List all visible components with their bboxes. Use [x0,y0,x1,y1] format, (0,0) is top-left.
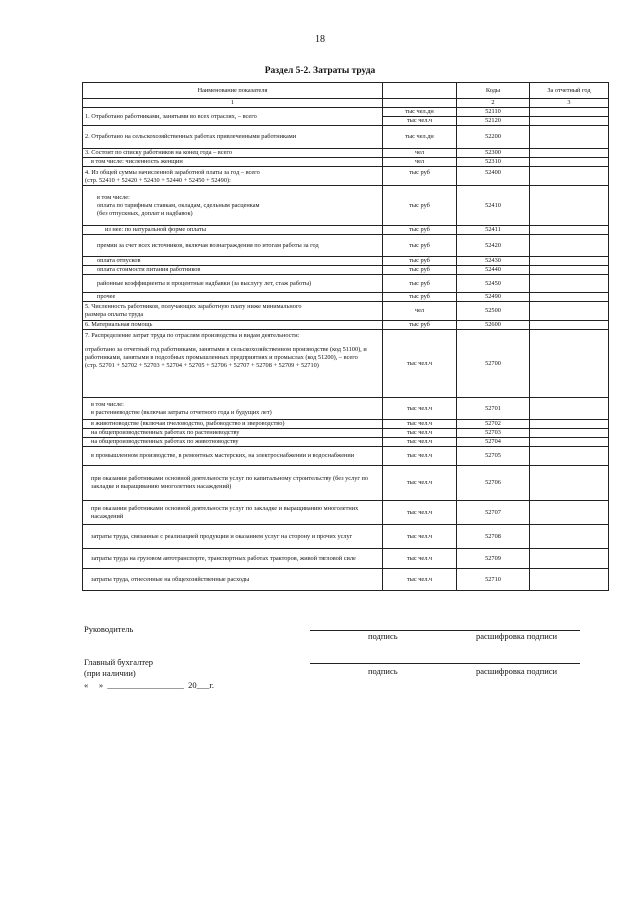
row-code: 52600 [457,321,530,330]
row-name: затраты труда, связанные с реализацией продукции и оказанием услуг на сторону и прочих услуг [83,525,383,549]
row-value-cell[interactable] [530,167,609,186]
table-row [83,466,609,501]
row-code: 52200 [457,126,530,149]
table-row [83,447,609,466]
labor-costs-table [82,82,609,591]
row-unit: тыс чел.ч [383,117,457,126]
row-unit: тыс чел.дн [383,108,457,117]
row-unit: тыс руб [383,293,457,302]
row-name-line: (без отпускных, доплат и надбавок) [97,209,193,217]
table-row [83,569,609,591]
row-value-cell[interactable] [530,302,609,321]
date-line[interactable]: « » __________________ 20___г. [84,680,215,690]
row-name: 3. Состоит по списку работников на конец года – всего [83,149,383,158]
row-unit: чел [383,302,457,321]
row-unit: тыс руб [383,257,457,266]
row-unit: тыс чел.ч [383,569,457,591]
row-name: районные коэффициенты и процентные надбавки (за выслугу лет, стаж работы) [83,275,383,293]
head-signature-caption: подпись [368,631,398,641]
row-name [83,398,383,420]
row-value-cell[interactable] [530,266,609,275]
row-unit: тыс чел.ч [383,466,457,501]
table-row [83,525,609,549]
accountant-decoding-caption: расшифровка подписи [476,666,558,676]
row-value-cell[interactable] [530,466,609,501]
row-name-line: (стр. 52701 + 52702 + 52703 + 52704 + 52705 + 52706 + 52707 + 52708 + 52709 + 52710) [85,362,319,369]
row-unit: тыс руб [383,321,457,330]
row-name: 2. Отработано на сельскохозяйственных работах привлеченными работниками [83,126,383,149]
table-row [83,420,609,429]
table-row [83,293,609,302]
row-code: 52310 [457,158,530,167]
row-name-line: оплата по тарифным ставкам, окладам, сдельным расценкам [97,201,260,209]
row-name-line: в растениеводстве (включая затраты отчетного года и будущих лет) [91,408,272,416]
row-code: 52704 [457,438,530,447]
row-unit: тыс чел.ч [383,330,457,398]
page-number: 18 [315,34,325,45]
section-title: Раздел 5-2. Затраты труда [264,66,376,76]
table-row [83,167,609,186]
row-name-line: 4. Из общей суммы начисленной заработной платы за год – всего [85,169,260,176]
row-name: в промышленном производстве, в ремонтных мастерских, на электроснабжении и водоснабжении [83,447,383,466]
col-number-code: 2 [457,99,530,108]
row-name: премии за счет всех источников, включая вознаграждения по итогам работы за год [83,235,383,257]
row-unit: тыс чел.ч [383,549,457,569]
row-unit: тыс руб [383,235,457,257]
table-row [83,330,609,398]
row-unit: тыс руб [383,266,457,275]
row-name-line: размера оплаты труда [85,311,144,318]
row-code: 52490 [457,293,530,302]
row-code: 52430 [457,257,530,266]
row-code: 52710 [457,569,530,591]
row-name: оплата отпусков [83,257,383,266]
row-value-cell[interactable] [530,293,609,302]
header-code: Коды [457,83,530,99]
row-unit: тыс чел.ч [383,420,457,429]
table-header-row [83,83,609,99]
accountant-note: (при наличии) [84,668,136,678]
row-name: оплата стоимости питания работников [83,266,383,275]
row-value-cell[interactable] [530,126,609,149]
row-unit: чел [383,158,457,167]
row-value-cell[interactable] [530,149,609,158]
row-value-cell[interactable] [530,186,609,226]
header-year: За отчетный год [530,83,609,99]
row-unit: тыс чел.ч [383,398,457,420]
row-value-cell[interactable] [530,549,609,569]
table-row [83,108,609,117]
row-name [83,167,383,186]
row-name: затраты труда, отнесенные на общехозяйственные расходы [83,569,383,591]
table-row [83,158,609,167]
table-row [83,438,609,447]
row-unit: тыс чел.ч [383,438,457,447]
row-name [83,186,383,226]
row-name-line: отработано за отчетный год работниками, занятыми в сельскохозяйственном производстве (код 51100), и работниками, занятыми в подсобных промышленных предприятиях и промыслах (код 51200), – всего [85,346,367,361]
row-value-cell[interactable] [530,569,609,591]
row-code: 52120 [457,117,530,126]
table-row [83,126,609,149]
row-value-cell[interactable] [530,429,609,438]
row-value-cell[interactable] [530,158,609,167]
row-code: 52709 [457,549,530,569]
row-unit: тыс руб [383,167,457,186]
row-name [83,330,383,398]
row-code: 52702 [457,420,530,429]
table-row [83,226,609,235]
row-name-line: 7. Распределение затрат труда по отраслям производства и видам деятельности: [85,332,300,339]
head-decoding-caption: расшифровка подписи [476,631,558,641]
row-value-cell[interactable] [530,330,609,398]
row-code: 52420 [457,235,530,257]
table-row [83,275,609,293]
row-name: в животноводстве (включая пчеловодство, рыбоводство и звероводство) [83,420,383,429]
row-value-cell[interactable] [530,257,609,266]
row-code: 52500 [457,302,530,321]
row-code: 52410 [457,186,530,226]
row-value-cell[interactable] [530,275,609,293]
row-value-cell[interactable] [530,117,609,126]
accountant-signature-line[interactable] [310,663,580,664]
accountant-signature-caption: подпись [368,666,398,676]
row-value-cell[interactable] [530,226,609,235]
row-name: затраты труда на грузовом автотранспорте, транспортных работах тракторов, живой тягловой силе [83,549,383,569]
table-row [83,549,609,569]
col-number-name: 1 [83,99,383,108]
row-code: 52707 [457,501,530,525]
row-value-cell[interactable] [530,108,609,117]
row-name: 6. Материальная помощь [83,321,383,330]
row-name [83,302,383,321]
row-code: 52300 [457,149,530,158]
row-code: 52706 [457,466,530,501]
row-unit: тыс чел.ч [383,525,457,549]
row-unit: тыс руб [383,275,457,293]
row-code: 52705 [457,447,530,466]
table-row [83,321,609,330]
row-code: 52400 [457,167,530,186]
row-value-cell[interactable] [530,321,609,330]
row-name-line: 5. Численность работников, получающих заработную плату ниже минимального [85,303,302,310]
row-name: в том числе: численность женщин [83,158,383,167]
row-name-line: в том числе: [91,400,124,408]
column-number-row [83,99,609,108]
row-unit: тыс чел.ч [383,501,457,525]
table-row [83,235,609,257]
row-code: 52708 [457,525,530,549]
col-number-year: 3 [530,99,609,108]
table-row [83,149,609,158]
row-code: 52450 [457,275,530,293]
row-name: на общепроизводственных работах по животноводству [83,438,383,447]
table-row [83,186,609,226]
row-value-cell[interactable] [530,420,609,429]
header-name: Наименование показателя [83,83,383,99]
row-value-cell[interactable] [530,398,609,420]
row-code: 52703 [457,429,530,438]
row-name: прочее [83,293,383,302]
row-name: из нее: по натуральной форме оплаты [83,226,383,235]
table-row [83,302,609,321]
row-unit: тыс чел.ч [383,429,457,438]
row-unit: тыс руб [383,226,457,235]
row-code: 52701 [457,398,530,420]
row-value-cell[interactable] [530,438,609,447]
table-row [83,398,609,420]
row-value-cell[interactable] [530,235,609,257]
head-label: Руководитель [84,624,134,634]
row-name: на общепроизводственных работах по растениеводству [83,429,383,438]
row-code: 52700 [457,330,530,398]
row-unit: тыс чел.ч [383,447,457,466]
row-code: 52110 [457,108,530,117]
row-name: при оказании работниками основной деятельности услуг по закладке и выращиванию многолетних насаждений [83,501,383,525]
table-row [83,266,609,275]
row-value-cell[interactable] [530,501,609,525]
table-row [83,429,609,438]
table-row [83,501,609,525]
row-unit: тыс руб [383,186,457,226]
row-value-cell[interactable] [530,447,609,466]
row-name-line: в том числе: [97,193,130,201]
row-value-cell[interactable] [530,525,609,549]
header-unit [383,83,457,99]
row-unit: тыс чел.дн [383,126,457,149]
row-name: 1. Отработано работниками, занятыми во всех отраслях, – всего [83,108,383,126]
accountant-label: Главный бухгалтер [84,657,154,667]
col-number-unit [383,99,457,108]
row-name-line: (стр. 52410 + 52420 + 52430 + 52440 + 52450 + 52490): [85,177,231,184]
row-name: при оказании работниками основной деятельности услуг по капитальному строительству (без услуг по закладке и выращиванию многолетних насаждений) [83,466,383,501]
row-code: 52411 [457,226,530,235]
row-code: 52440 [457,266,530,275]
table-row [83,257,609,266]
row-unit: чел [383,149,457,158]
